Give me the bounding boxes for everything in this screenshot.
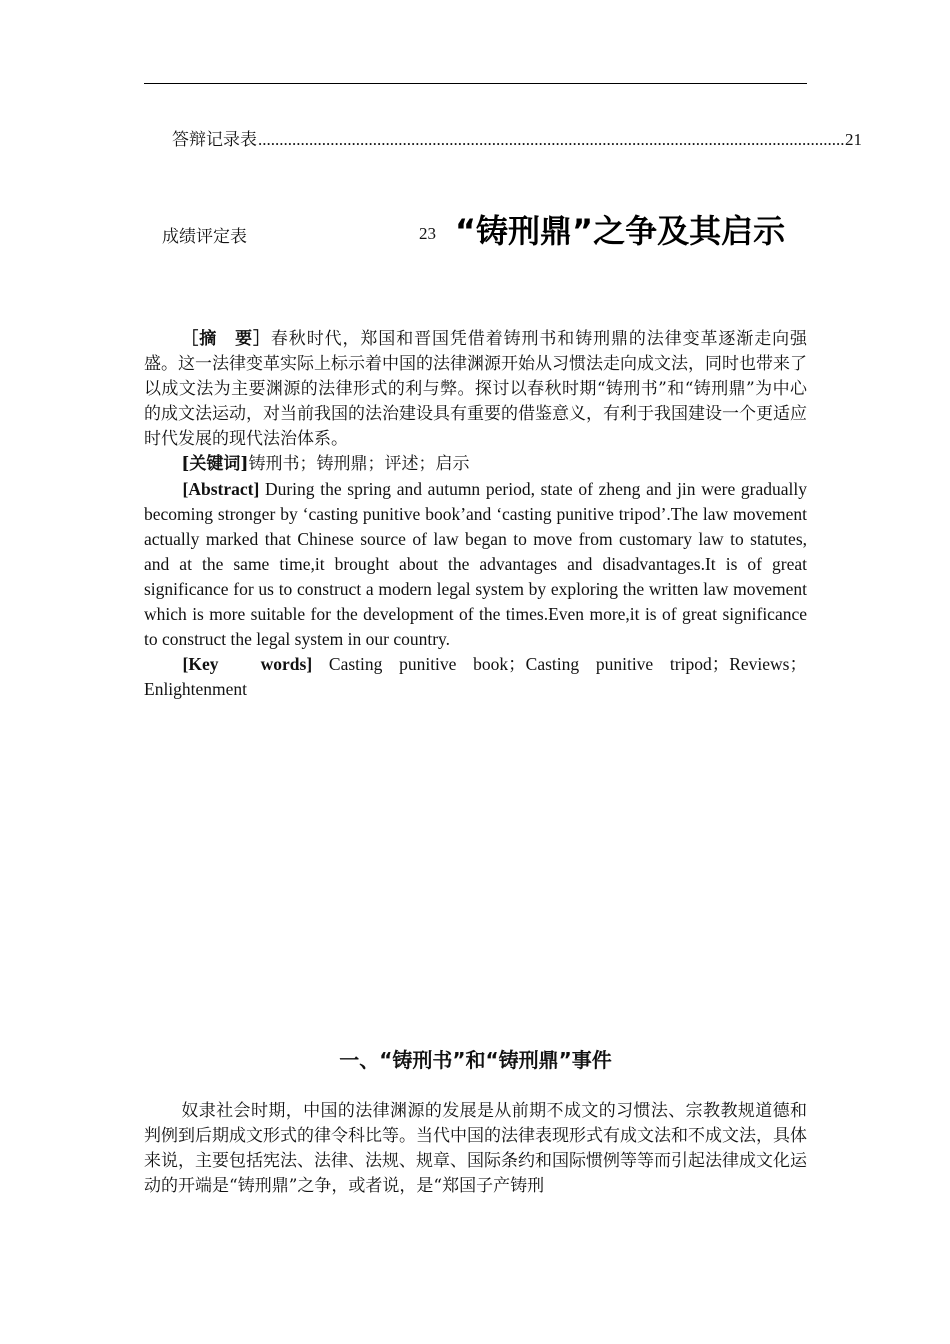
keywords-cn-label: [关键词] <box>181 454 249 474</box>
abstract-en-block <box>144 477 807 702</box>
section-body <box>144 1099 807 1199</box>
abstract-en-text: During the spring and autumn period, state of zheng and jin were gradually becoming stronger by ‘casting punitive book’and ‘casting punitive tripod’.The law movement actually marked that Chinese source of law began to move from customary law to statutes, and at the same time,it brought about the advantages and disadvantages.It is of great significance for us to construct a modern legal system by exploring the written law movement which is more suitable for the development of the times.Even more,it is of great significance to construct the legal system in our country. <box>144 479 807 649</box>
section-paragraph: 奴隶社会时期，中国的法律渊源的发展是从前期不成文的习惯法、宗教教规道德和判例到后期成文形式的律令科比等。当代中国的法律表现形式有成文法和不成文法，具体来说，主要包括宪法、法律、法规、规章、国际条约和国际惯例等等而引起法律成文化运动的开端是“铸刑鼎”之争，或者说，是“郑国子产铸刑 <box>144 1101 807 1196</box>
abstract-en-paragraph <box>144 477 807 652</box>
toc-label: 答辩记录表 <box>172 130 257 150</box>
abstract-cn-label: ［摘 要］ <box>181 329 271 349</box>
toc-entry-defense-record[interactable] <box>172 125 862 150</box>
keywords-cn-text: 铸刑书；铸刑鼎；评述；启示 <box>248 454 470 474</box>
keywords-en-label: [Key words] <box>182 654 313 674</box>
keywords-en-text: Casting punitive book；Casting punitive tripod；Reviews；Enlightenment <box>144 654 807 699</box>
keywords-en-paragraph <box>144 652 807 702</box>
abstract-cn-paragraph <box>144 327 807 452</box>
header-rule <box>144 83 807 84</box>
page-title: “铸刑鼎”之争及其启示 <box>455 212 786 250</box>
toc-page-number-grade: 23 <box>419 224 436 243</box>
toc-page-number: 21 <box>845 130 862 149</box>
toc-entry-grade-form[interactable]: 成绩评定表 <box>162 227 247 247</box>
abstract-cn-text: 春秋时代，郑国和晋国凭借着铸刑书和铸刑鼎的法律变革逐渐走向强盛。这一法律变革实际上标示着中国的法律渊源开始从习惯法走向成文法，同时也带来了以成文法为主要渊源的法律形式的利与弊。探讨以春秋时期“铸刑书”和“铸刑鼎”为中心的成文法运动，对当前我国的法治建设具有重要的借鉴意义，有利于我国建设一个更适应时代发展的现代法治体系。 <box>144 329 808 449</box>
abstract-en-label: [Abstract] <box>182 479 260 499</box>
section-heading: 一、“铸刑书”和“铸刑鼎”事件 <box>339 1048 612 1072</box>
toc-leader-dots <box>258 130 844 150</box>
keywords-cn-paragraph <box>144 452 807 477</box>
abstract-section <box>144 327 807 702</box>
